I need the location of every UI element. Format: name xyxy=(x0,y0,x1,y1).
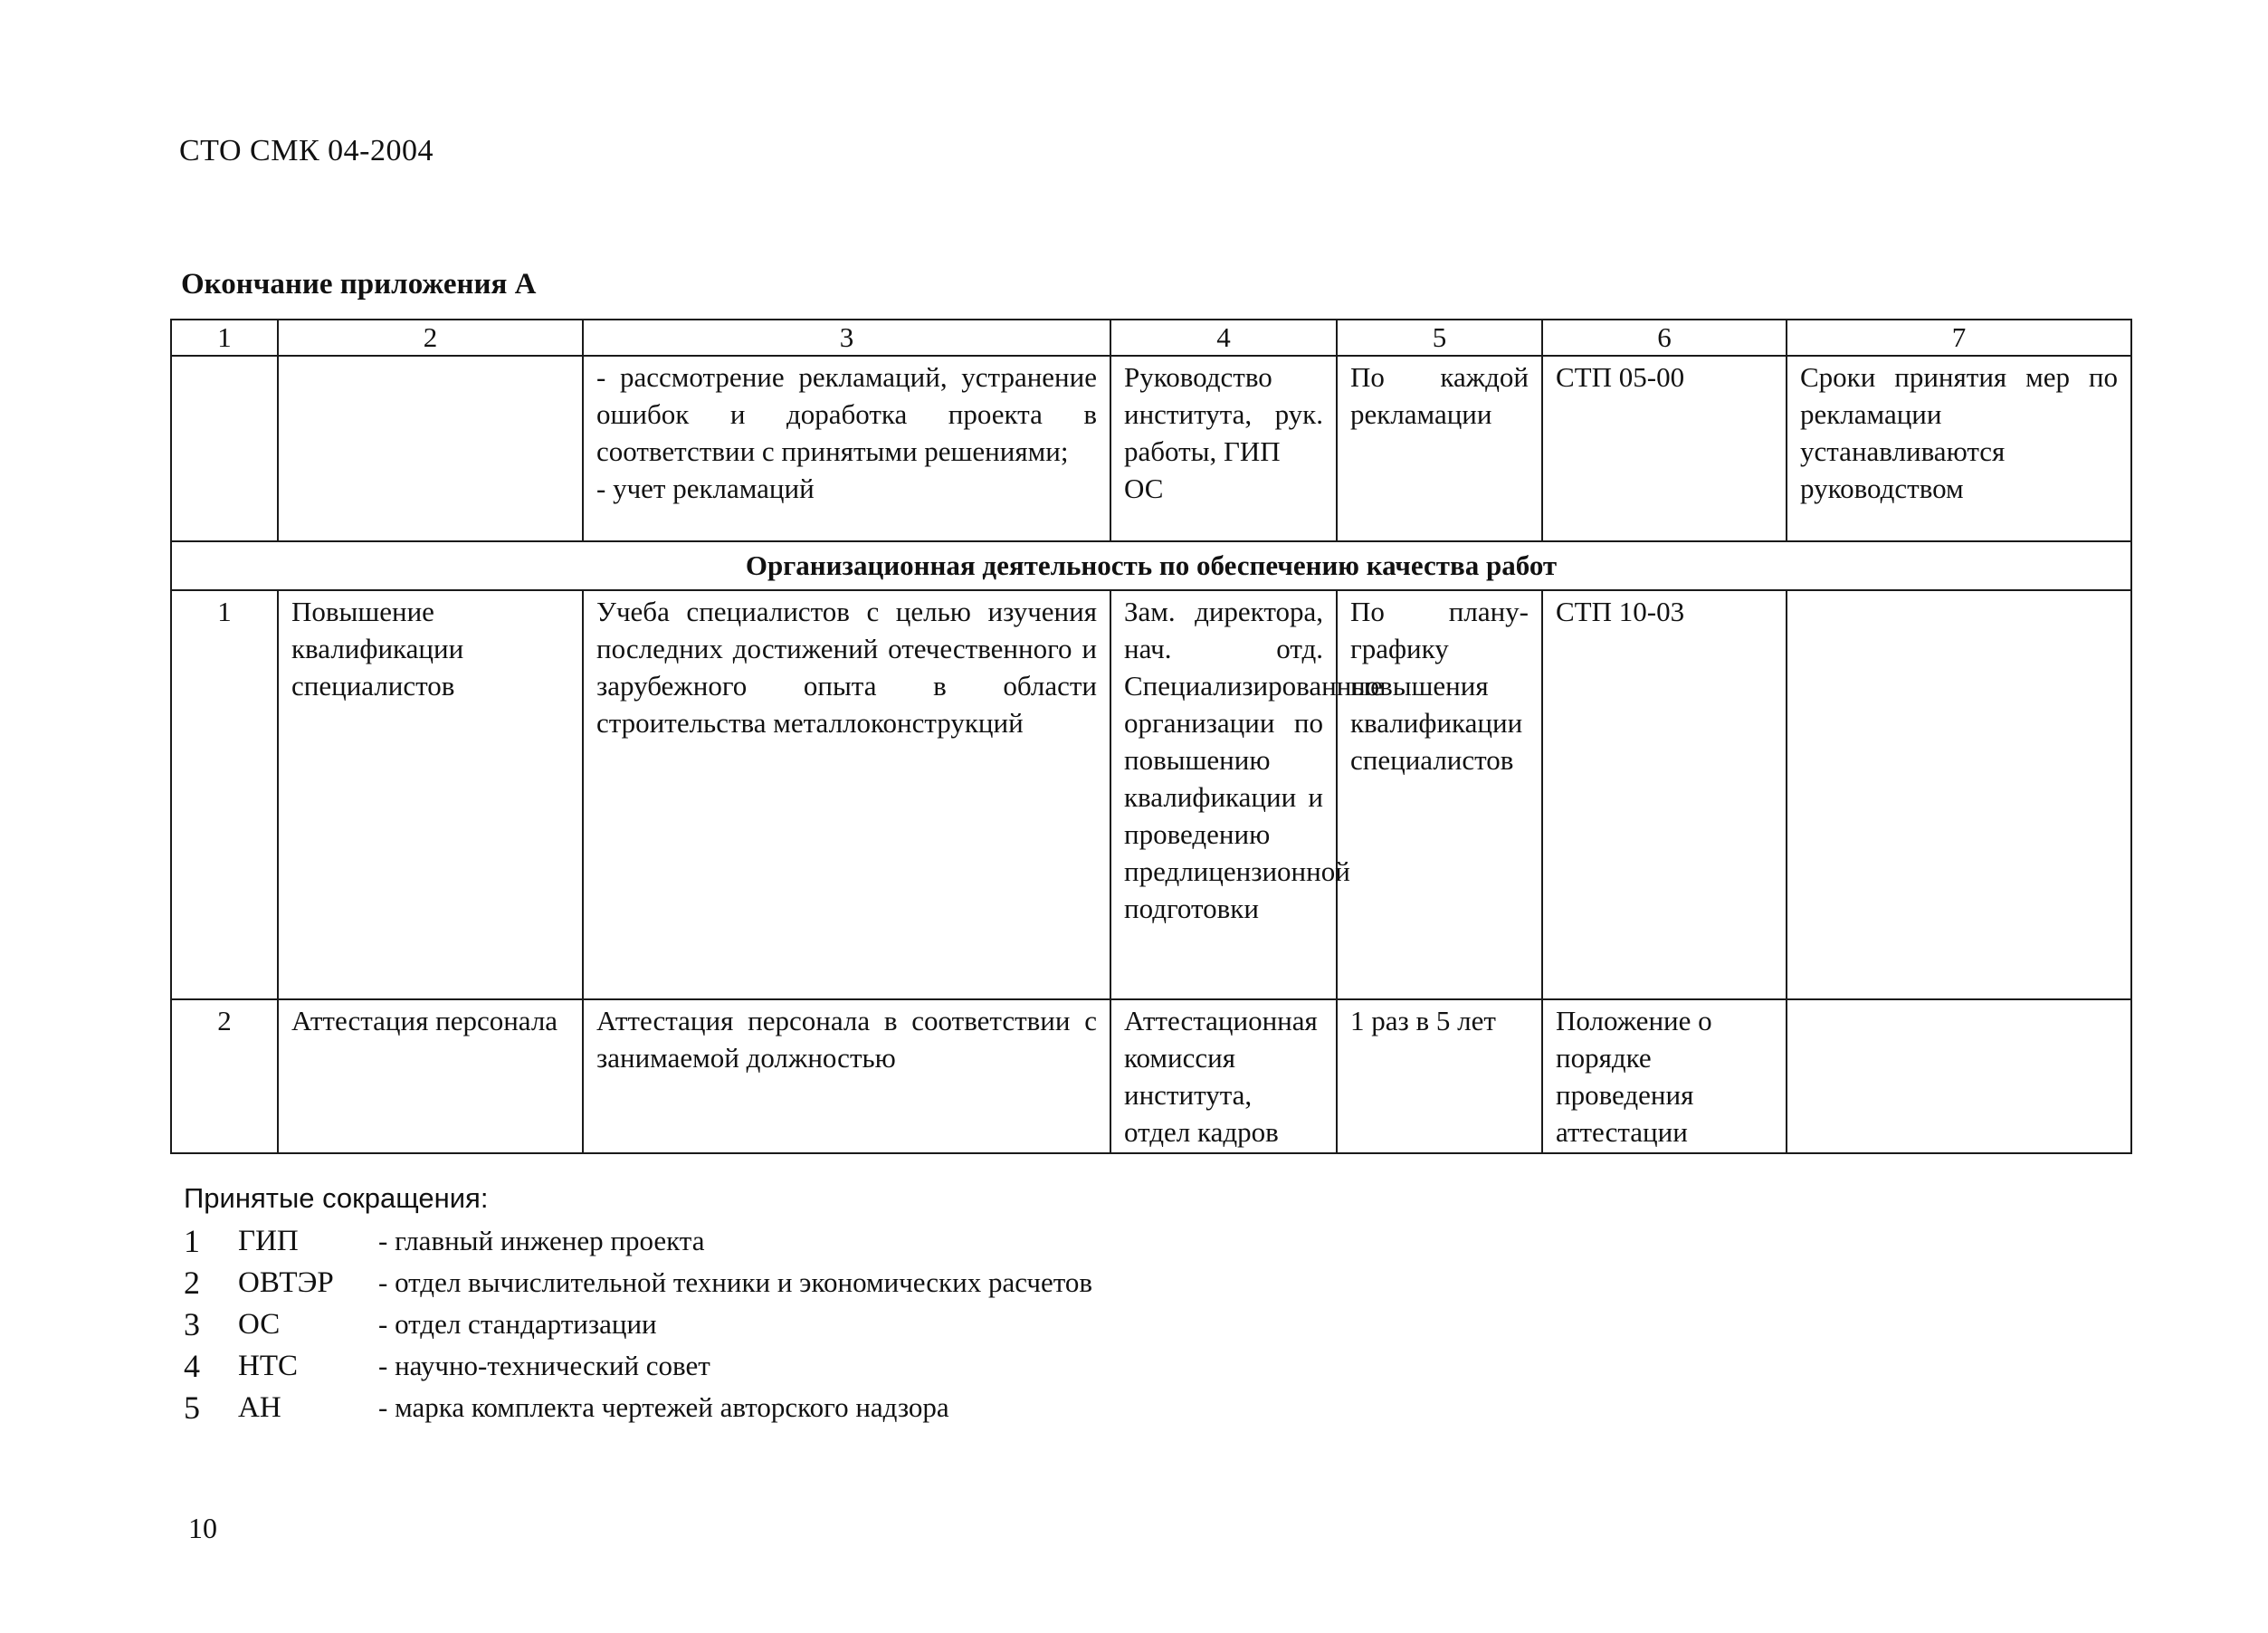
table-cell: СТП 05-00 xyxy=(1542,356,1787,541)
table-cell: Аттестация персонала в соответствии с занимаемой должностью xyxy=(583,999,1110,1153)
column-number: 1 xyxy=(171,320,278,356)
list-item xyxy=(184,1262,1092,1304)
abbreviation-number: 3 xyxy=(184,1306,200,1342)
column-number: 3 xyxy=(583,320,1110,356)
abbreviation-description: - научно-технический совет xyxy=(378,1350,710,1381)
table-cell xyxy=(171,356,278,541)
table-cell: 1 xyxy=(171,590,278,999)
abbreviation-description: - отдел стандартизации xyxy=(378,1308,657,1340)
abbreviation-description: - главный инженер проекта xyxy=(378,1225,705,1256)
column-number-row xyxy=(171,320,2131,356)
section-title: Организационная деятельность по обеспечению качества работ xyxy=(171,541,2131,590)
cell-line: ОС xyxy=(1124,473,1164,504)
abbreviations-heading: Принятые сокращения: xyxy=(184,1182,489,1214)
table-cell: 2 xyxy=(171,999,278,1153)
column-number: 5 xyxy=(1337,320,1542,356)
cell-line: - учет рекламаций xyxy=(596,473,815,504)
list-item xyxy=(184,1304,1092,1345)
abbreviation-number: 5 xyxy=(184,1389,200,1426)
table-cell xyxy=(1787,590,2131,999)
cell-line: Руководство института, рук. работы, ГИП xyxy=(1124,361,1323,467)
abbreviation-description: - марка комплекта чертежей авторского надзора xyxy=(378,1391,949,1423)
table-cell: Сроки принятия мер по рекламации устанавливаются руководством xyxy=(1787,356,2131,541)
table-cell: Учеба специалистов с целью изучения последних достижений отечественного и зарубежного опыта в области строительства металлоконструкций xyxy=(583,590,1110,999)
table-cell: Положение о порядке проведения аттестации xyxy=(1542,999,1787,1153)
appendix-table xyxy=(170,319,2132,1154)
abbreviation-number: 4 xyxy=(184,1348,200,1384)
document-code: СТО СМК 04-2004 xyxy=(179,134,434,167)
table-cell: СТП 10-03 xyxy=(1542,590,1787,999)
abbreviation-code: ГИП xyxy=(238,1224,299,1257)
table-cell: Зам. директора, нач. отд. Специализированные организации по повышению квалификации и проведению предлицензионной подготовки xyxy=(1110,590,1337,999)
cell-line: - рассмотрение рекламаций, устранение ошибок и доработка проекта в соответствии с принятыми решениями; xyxy=(596,361,1097,467)
abbreviations-list xyxy=(184,1220,1092,1428)
abbreviation-code: АН xyxy=(238,1390,281,1424)
column-number: 4 xyxy=(1110,320,1337,356)
table-cell xyxy=(278,356,583,541)
appendix-title: Окончание приложения А xyxy=(181,268,537,301)
table-cell xyxy=(1787,999,2131,1153)
column-number: 6 xyxy=(1542,320,1787,356)
list-item xyxy=(184,1220,1092,1262)
table-cell: Аттестационная комиссия института, отдел кадров xyxy=(1110,999,1337,1153)
table-cell: Аттестация персонала xyxy=(278,999,583,1153)
table-cell xyxy=(583,356,1110,541)
table-cell: По плану-графику повышения квалификации специалистов xyxy=(1337,590,1542,999)
table-cell: Повышение квалификации специалистов xyxy=(278,590,583,999)
abbreviation-code: ОС xyxy=(238,1307,281,1341)
table-row xyxy=(171,590,2131,999)
column-number: 2 xyxy=(278,320,583,356)
abbreviation-code: ОВТЭР xyxy=(238,1265,334,1299)
section-row xyxy=(171,541,2131,590)
table-row xyxy=(171,999,2131,1153)
table-cell xyxy=(1110,356,1337,541)
table-cell: По каждой рекламации xyxy=(1337,356,1542,541)
table-cell: 1 раз в 5 лет xyxy=(1337,999,1542,1153)
table-row xyxy=(171,356,2131,541)
page-number: 10 xyxy=(188,1512,217,1544)
list-item xyxy=(184,1345,1092,1387)
abbreviation-number: 2 xyxy=(184,1265,200,1301)
abbreviation-code: НТС xyxy=(238,1349,298,1382)
list-item xyxy=(184,1387,1092,1428)
abbreviation-description: - отдел вычислительной техники и экономических расчетов xyxy=(378,1266,1092,1298)
column-number: 7 xyxy=(1787,320,2131,356)
abbreviation-number: 1 xyxy=(184,1223,200,1259)
